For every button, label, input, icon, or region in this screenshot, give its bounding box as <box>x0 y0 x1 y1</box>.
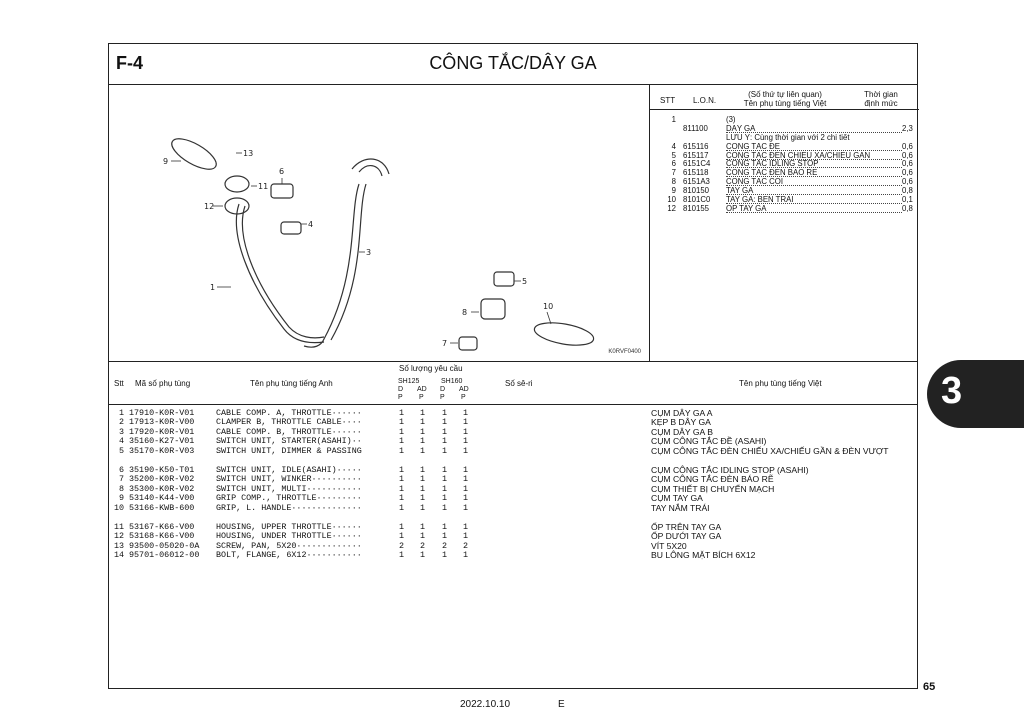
cable-b <box>304 184 359 347</box>
row-qty: 1 <box>442 408 448 418</box>
exploded-diagram-drawing <box>109 84 650 361</box>
row-name-vn: CỤM THIẾT BỊ CHUYỂN MẠCH <box>651 483 775 494</box>
labor-name: LƯU Ý: Cùng thời gian với 2 chi tiết <box>726 133 850 142</box>
callout-11: 11 <box>258 182 269 191</box>
row-stt: 4 <box>118 436 124 447</box>
row-qty: 1 <box>463 502 469 513</box>
labor-header-stt: STT <box>660 96 676 105</box>
labor-stt: 5 <box>671 150 676 160</box>
row-part-number: 35160-K27-V01 <box>129 436 195 447</box>
row-name-en: SCREW, PAN, 5X20············· <box>216 540 362 551</box>
row-stt: 2 <box>118 417 124 428</box>
row-qty: 1 <box>463 464 469 475</box>
row-qty: 1 <box>420 417 426 428</box>
row-stt: 13 <box>113 540 124 551</box>
row-stt: 3 <box>118 426 124 437</box>
cable-top <box>352 159 389 174</box>
labor-list-row <box>650 205 919 214</box>
labor-lon: 811100 <box>683 123 708 133</box>
row-part-number: 53168-K66-V00 <box>129 531 195 542</box>
row-qty: 1 <box>442 550 448 561</box>
labor-lon: 6151C4 <box>683 159 711 169</box>
labor-time: 0,8 <box>902 203 913 213</box>
row-qty: 1 <box>463 445 469 456</box>
row-stt: 7 <box>118 474 124 485</box>
labor-stt: 7 <box>671 168 676 178</box>
row-stt: 6 <box>118 464 124 475</box>
row-part-number: 35190-K50-T01 <box>129 464 195 475</box>
row-qty: 1 <box>399 426 405 437</box>
section-tab[interactable] <box>927 360 1024 428</box>
labor-stt: 10 <box>667 195 676 205</box>
page-number: 65 <box>923 681 936 693</box>
labor-header-time: Thời gian định mức <box>864 90 898 108</box>
col-p3: P <box>440 394 445 401</box>
grip-9 <box>167 133 220 175</box>
row-qty: 1 <box>420 408 426 418</box>
part-7 <box>459 337 477 350</box>
row-qty: 1 <box>420 426 426 437</box>
labor-time: 0,8 <box>902 186 913 196</box>
catalog-frame <box>108 43 918 689</box>
row-qty: 1 <box>399 531 405 542</box>
row-qty: 1 <box>442 502 448 513</box>
row-qty: 1 <box>463 531 469 542</box>
col-serial: Số sê-ri <box>505 379 533 388</box>
labor-stt: 4 <box>671 141 676 151</box>
labor-time: 0,6 <box>902 159 913 169</box>
part-4 <box>281 222 301 234</box>
row-part-number: 17920-K0R-V01 <box>129 426 195 437</box>
exploded-diagram <box>109 84 650 361</box>
row-name-en: CLAMPER B, THROTTLE CABLE···· <box>216 417 362 428</box>
labor-lon: 810150 <box>683 186 710 196</box>
row-name-en: SWITCH UNIT, STARTER(ASAHI)·· <box>216 436 362 447</box>
col-name-en: Tên phụ tùng tiếng Anh <box>250 379 333 388</box>
callout-8: 8 <box>462 308 468 317</box>
row-name-en: HOUSING, UNDER THROTTLE······ <box>216 531 362 542</box>
row-name-en: SWITCH UNIT, WINKER·········· <box>216 474 362 485</box>
labor-time: 0,6 <box>902 150 913 160</box>
row-qty: 1 <box>420 464 426 475</box>
page-header <box>109 44 917 85</box>
labor-name: (3) <box>726 116 736 124</box>
row-part-number: 35200-K0R-V02 <box>129 474 195 485</box>
row-qty: 1 <box>463 426 469 437</box>
labor-name: TAY GA: BÊN TRÁI <box>726 196 902 204</box>
row-name-en: SWITCH UNIT, MULTI··········· <box>216 483 362 494</box>
col-qty-title: Số lượng yêu cầu <box>399 364 463 373</box>
row-qty: 1 <box>399 483 405 494</box>
row-qty: 1 <box>420 483 426 494</box>
callout-12: 12 <box>204 202 215 211</box>
row-qty: 1 <box>399 417 405 428</box>
parts-table-body <box>109 409 917 560</box>
part-5 <box>494 272 514 286</box>
row-stt: 5 <box>118 445 124 456</box>
row-qty: 1 <box>442 426 448 437</box>
col-name-vn: Tên phụ tùng tiếng Việt <box>739 379 822 388</box>
part-6 <box>271 184 293 198</box>
row-name-vn: CỤM TAY GA <box>651 493 703 504</box>
row-qty: 1 <box>399 436 405 447</box>
row-qty: 1 <box>463 483 469 494</box>
callout-7: 7 <box>442 339 448 348</box>
labor-lon: 8101C0 <box>683 195 711 205</box>
row-qty: 1 <box>463 417 469 428</box>
labor-stt: 9 <box>671 186 676 196</box>
page-title: CÔNG TẮC/DÂY GA <box>429 53 597 73</box>
part-8 <box>481 299 505 319</box>
col-model2: SH160 <box>441 378 463 385</box>
labor-time: 0,6 <box>902 141 913 151</box>
labor-time: 0,1 <box>902 195 913 205</box>
row-name-vn: CỤM CÔNG TẮC ĐÈN BÁO RẼ <box>651 474 774 485</box>
labor-time: 2,3 <box>902 123 913 133</box>
row-qty: 1 <box>442 521 448 532</box>
housing-11 <box>225 176 249 192</box>
row-qty: 1 <box>442 493 448 504</box>
row-qty: 1 <box>442 483 448 494</box>
footer-edition: E <box>558 699 565 710</box>
row-name-vn: CỤM CÔNG TẮC ĐỀ (ASAHI) <box>651 436 767 447</box>
row-qty: 1 <box>463 474 469 485</box>
labor-name: CÔNG TẮC CÒI <box>726 178 902 186</box>
labor-name: TAY GA <box>726 187 902 195</box>
labor-name: CÔNG TẮC ĐỀ <box>726 143 902 151</box>
row-qty: 1 <box>420 474 426 485</box>
row-qty: 1 <box>442 474 448 485</box>
col-p4: P <box>461 394 466 401</box>
row-qty: 1 <box>442 464 448 475</box>
callout-13: 13 <box>243 149 254 158</box>
row-name-vn: CỤM DÂY GA B <box>651 426 713 437</box>
labor-list-header <box>650 89 919 110</box>
callout-3: 3 <box>366 248 372 257</box>
row-qty: 1 <box>463 493 469 504</box>
col-part-no: Mã số phụ tùng <box>135 379 191 388</box>
row-stt: 9 <box>118 493 124 504</box>
row-qty: 1 <box>420 445 426 456</box>
row-name-vn: KẸP B DÂY GA <box>651 417 711 428</box>
col-d1: D <box>398 386 404 393</box>
row-qty: 1 <box>420 436 426 447</box>
labor-stt: 1 <box>671 115 676 124</box>
row-qty: 1 <box>399 474 405 485</box>
callout-5: 5 <box>522 277 528 286</box>
labor-lon: 615116 <box>683 141 709 151</box>
row-name-vn: BU LÔNG MẶT BÍCH 6X12 <box>651 550 756 561</box>
row-qty: 2 <box>420 540 426 551</box>
row-name-en: CABLE COMP. B, THROTTLE······ <box>216 426 362 437</box>
table-row <box>109 504 917 513</box>
grip-10 <box>533 319 596 349</box>
labor-lon: 810155 <box>683 203 710 213</box>
callout-1: 1 <box>210 283 216 292</box>
cable-top-inner <box>359 166 382 176</box>
labor-name: CÔNG TẮC IDLING STOP <box>726 160 902 168</box>
parts-table-header <box>109 362 917 405</box>
row-part-number: 17910-K0R-V01 <box>129 408 195 418</box>
labor-time-list <box>650 84 919 361</box>
labor-header-name: (Số thứ tự liên quan) Tên phụ tùng tiếng Việt <box>743 90 827 108</box>
row-qty: 1 <box>399 445 405 456</box>
row-qty: 1 <box>420 521 426 532</box>
labor-list-row <box>650 125 919 134</box>
row-part-number: 53167-K66-V00 <box>129 521 195 532</box>
labor-time: 0,6 <box>902 177 913 187</box>
row-qty: 1 <box>399 464 405 475</box>
row-stt: 11 <box>113 521 124 532</box>
row-qty: 1 <box>442 436 448 447</box>
row-name-en: HOUSING, UPPER THROTTLE······ <box>216 521 362 532</box>
row-qty: 1 <box>399 502 405 513</box>
col-model1: SH125 <box>398 378 420 385</box>
row-qty: 1 <box>442 417 448 428</box>
row-part-number: 53140-K44-V00 <box>129 493 195 504</box>
parts-table <box>109 361 917 689</box>
row-qty: 1 <box>463 408 469 418</box>
row-part-number: 53166-KWB-600 <box>129 502 195 513</box>
row-name-en: CABLE COMP. A, THROTTLE······ <box>216 408 362 418</box>
row-qty: 1 <box>463 436 469 447</box>
illustration-code: K0RVF0400 <box>608 349 641 355</box>
row-stt: 14 <box>113 550 124 561</box>
row-name-vn: VÍT 5X20 <box>651 540 687 551</box>
section-tab-number: 3 <box>941 370 963 412</box>
col-d2: D <box>440 386 446 393</box>
labor-stt: 8 <box>671 177 676 187</box>
row-name-en: SWITCH UNIT, IDLE(ASAHI)····· <box>216 464 362 475</box>
labor-stt: 12 <box>667 203 676 213</box>
row-qty: 1 <box>399 493 405 504</box>
labor-name: CÔNG TẮC ĐÈN BÁO RẼ <box>726 169 902 177</box>
row-name-vn: TAY NẮM TRÁI <box>651 502 710 513</box>
labor-header-lon: L.O.N. <box>693 96 717 105</box>
row-part-number: 95701-06012-00 <box>129 550 200 561</box>
row-part-number: 17913-K0R-V00 <box>129 417 195 428</box>
row-qty: 1 <box>399 408 405 418</box>
col-stt: Stt <box>114 379 124 388</box>
row-name-en: GRIP, L. HANDLE·············· <box>216 502 362 513</box>
labor-lon: 615117 <box>683 150 709 160</box>
row-stt: 1 <box>118 408 124 418</box>
row-qty: 1 <box>399 521 405 532</box>
labor-time: 0,6 <box>902 168 913 178</box>
row-name-en: BOLT, FLANGE, 6X12··········· <box>216 550 362 561</box>
row-name-en: SWITCH UNIT, DIMMER & PASSING <box>216 445 362 456</box>
row-qty: 2 <box>463 540 469 551</box>
col-ad2: AD <box>459 386 469 393</box>
row-part-number: 35300-K0R-V02 <box>129 483 195 494</box>
row-part-number: 35170-K0R-V03 <box>129 445 195 456</box>
callout-4: 4 <box>308 220 314 229</box>
labor-lon: 6151A3 <box>683 177 710 187</box>
row-name-en: GRIP COMP., THROTTLE········· <box>216 493 362 504</box>
col-p2: P <box>419 394 424 401</box>
row-stt: 8 <box>118 483 124 494</box>
col-p1: P <box>398 394 403 401</box>
row-qty: 1 <box>420 502 426 513</box>
table-row <box>109 551 917 560</box>
row-qty: 2 <box>399 540 405 551</box>
footer-date: 2022.10.10 <box>460 699 511 710</box>
row-name-vn: CỤM CÔNG TẮC IDLING STOP (ASAHI) <box>651 464 809 475</box>
row-qty: 1 <box>420 550 426 561</box>
row-stt: 10 <box>113 502 124 513</box>
row-name-vn: CỤM CÔNG TẮC ĐÈN CHIẾU XA/CHIẾU GẦN & ĐÈN VƯỢT <box>651 445 889 456</box>
labor-list-rows <box>650 116 919 214</box>
callout-6: 6 <box>279 167 285 176</box>
row-qty: 1 <box>463 521 469 532</box>
row-name-vn: ỐP DƯỚI TAY GA <box>651 531 722 542</box>
row-qty: 1 <box>442 531 448 542</box>
col-ad1: AD <box>417 386 427 393</box>
row-part-number: 93500-05020-0A <box>129 540 200 551</box>
labor-stt: 6 <box>671 159 676 169</box>
row-qty: 1 <box>420 531 426 542</box>
row-stt: 12 <box>113 531 124 542</box>
callout-10: 10 <box>543 302 554 311</box>
row-name-vn: CỤM DÂY GA A <box>651 408 713 418</box>
row-qty: 1 <box>463 550 469 561</box>
row-qty: 1 <box>442 445 448 456</box>
row-qty: 1 <box>420 493 426 504</box>
row-qty: 1 <box>399 550 405 561</box>
labor-lon: 615118 <box>683 168 709 178</box>
row-qty: 2 <box>442 540 448 551</box>
table-row <box>109 447 917 456</box>
callout-9: 9 <box>163 157 169 166</box>
labor-name: ỐP TAY GA <box>726 205 902 213</box>
labor-name: CÔNG TẮC ĐÈN CHIẾU XA/CHIẾU GẦN <box>726 152 902 160</box>
row-name-vn: ỐP TRÊN TAY GA <box>651 521 722 532</box>
labor-name: DÂY GA <box>726 125 902 133</box>
figure-id: F-4 <box>116 53 143 73</box>
